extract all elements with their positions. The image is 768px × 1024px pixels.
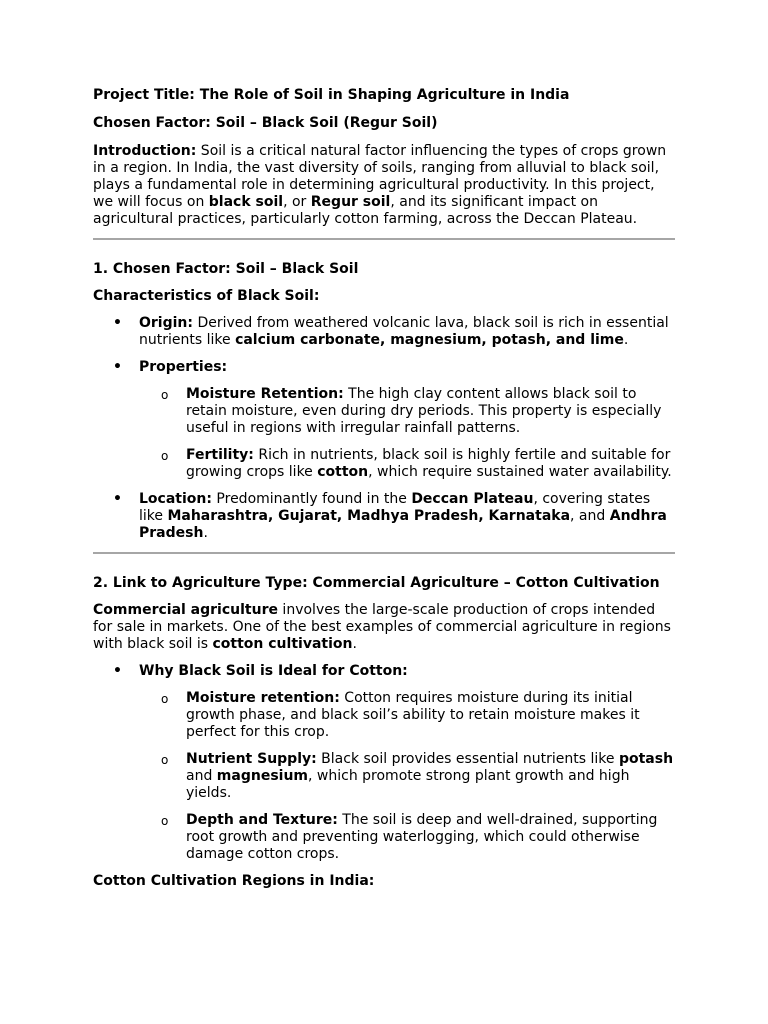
list-item-moisture-retention-cotton — [139, 690, 678, 741]
list-item-why-black-soil — [93, 663, 678, 863]
characteristics-list — [93, 315, 678, 542]
cotton-regions-heading: Cotton Cultivation Regions in India: — [93, 873, 375, 889]
why-black-soil-list — [93, 663, 678, 863]
document-page — [93, 87, 678, 900]
moisture-retention-text: The high clay content allows black soil to retain moisture, even during dry periods. This property is especially useful in regions with irregular rainfall patterns. — [186, 386, 662, 436]
commercial-agriculture-paragraph — [93, 602, 678, 653]
section-1-heading: 1. Chosen Factor: Soil – Black Soil — [93, 261, 359, 277]
list-item-origin — [93, 315, 678, 349]
fertility-text-1: Rich in nutrients, black soil is highly fertile and suitable for growing crops like — [186, 447, 671, 480]
location-bold-deccan: Deccan Plateau — [411, 491, 534, 507]
origin-text-2: . — [623, 332, 629, 348]
section-divider — [93, 552, 675, 554]
origin-label: Origin: — [139, 315, 193, 331]
why-black-soil-label: Why Black Soil is Ideal for Cotton: — [139, 663, 408, 679]
location-bold-andhra: Andhra Pradesh — [139, 508, 667, 541]
nutrient-text-1: Black soil provides essential nutrients like — [316, 751, 619, 767]
origin-bold-nutrients: calcium carbonate, magnesium, potash, and lime — [235, 332, 624, 348]
introduction-label: Introduction: — [93, 143, 197, 159]
cotton-moisture-label: Moisture retention: — [186, 690, 340, 706]
nutrient-bold-magnesium: magnesium — [216, 768, 309, 784]
location-text-3: , and — [570, 508, 610, 524]
chosen-factor-line — [93, 115, 678, 132]
location-text-2: , covering states like — [139, 491, 651, 524]
list-item-nutrient-supply — [139, 751, 678, 802]
sub-bullet-icon: o — [161, 449, 169, 463]
sub-bullet-icon: o — [161, 814, 169, 828]
nutrient-supply-label: Nutrient Supply: — [186, 751, 317, 767]
bullet-icon: • — [113, 315, 122, 331]
fertility-bold-cotton: cotton — [317, 464, 369, 480]
cotton-moisture-text: Cotton requires moisture during its initial growth phase, and black soil’s ability to retain moisture makes it perfect for this crop. — [186, 690, 640, 740]
list-item-location — [93, 491, 678, 542]
location-text-4: . — [203, 525, 208, 541]
fertility-label: Fertility: — [186, 447, 254, 463]
introduction-paragraph — [93, 143, 678, 228]
properties-label: Properties: — [139, 359, 228, 375]
section-divider — [93, 238, 675, 240]
origin-text-1: Derived from weathered volcanic lava, black soil is rich in essential nutrients like — [139, 315, 669, 348]
intro-text-2: , or — [283, 194, 311, 210]
commercial-text-2: . — [352, 636, 357, 652]
intro-text-1: Soil is a critical natural factor influencing the types of crops grown in a region. In India, the vast diversity of soils, ranging from alluvial to black soil, plays a fundamental role in determining agricultural productivity. In this project, we will focus on — [93, 143, 667, 210]
fertility-text-2: , which require sustained water availability. — [368, 464, 672, 480]
list-item-properties — [93, 359, 678, 481]
bullet-icon: • — [113, 491, 122, 507]
chosen-factor-label: Chosen Factor: — [93, 115, 211, 131]
depth-texture-label: Depth and Texture: — [186, 812, 338, 828]
commercial-agriculture-bold: Commercial agriculture — [93, 602, 278, 618]
sub-bullet-icon: o — [161, 692, 169, 706]
intro-bold-black-soil: black soil — [208, 194, 284, 210]
intro-bold-regur-soil: Regur soil — [310, 194, 391, 210]
cotton-cultivation-bold: cotton cultivation — [212, 636, 353, 652]
sub-bullet-icon: o — [161, 753, 169, 767]
location-bold-states: Maharashtra, Gujarat, Madhya Pradesh, Karnataka — [167, 508, 571, 524]
properties-sublist — [139, 386, 678, 481]
section-2-heading: 2. Link to Agriculture Type: Commercial Agriculture – Cotton Cultivation — [93, 575, 660, 591]
intro-text-3: , and its significant impact on agricultural practices, particularly cotton farming, across the Deccan Plateau. — [93, 194, 638, 227]
chosen-factor-text: Soil – Black Soil (Regur Soil) — [210, 115, 438, 131]
depth-texture-text: The soil is deep and well-drained, supporting root growth and preventing waterlogging, which could otherwise damage cotton crops. — [186, 812, 658, 862]
location-label: Location: — [139, 491, 212, 507]
bullet-icon: • — [113, 359, 122, 375]
nutrient-bold-potash: potash — [618, 751, 674, 767]
moisture-retention-label: Moisture Retention: — [186, 386, 344, 402]
list-item-depth-texture — [139, 812, 678, 863]
nutrient-text-3: , which promote strong plant growth and high yields. — [186, 768, 630, 801]
location-text-1: Predominantly found in the — [211, 491, 412, 507]
why-black-soil-sublist — [139, 690, 678, 863]
characteristics-subheading: Characteristics of Black Soil: — [93, 288, 320, 304]
project-title — [93, 87, 678, 104]
list-item-fertility — [139, 447, 678, 481]
project-title-text: The Role of Soil in Shaping Agriculture in India — [194, 87, 570, 103]
nutrient-text-2: and — [186, 768, 217, 784]
list-item-moisture-retention — [139, 386, 678, 437]
sub-bullet-icon: o — [161, 388, 169, 402]
commercial-text-1: involves the large-scale production of crops intended for sale in markets. One of the best examples of commercial agriculture in regions with black soil is — [93, 602, 671, 652]
bullet-icon: • — [113, 663, 122, 679]
project-title-label: Project Title: — [93, 87, 195, 103]
